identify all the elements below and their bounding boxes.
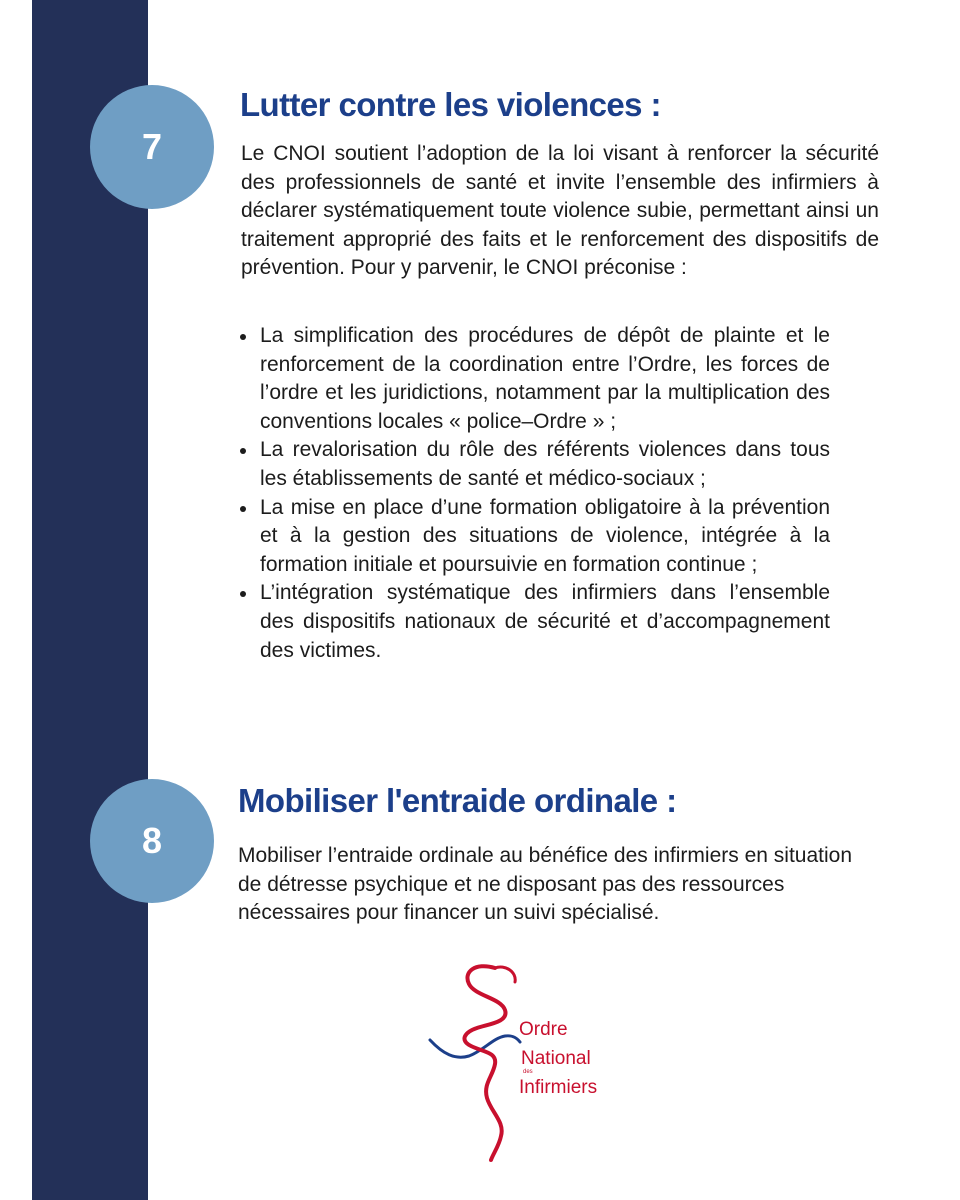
list-item (240, 436, 830, 493)
bullet-icon (240, 448, 246, 454)
recommendations-list (240, 322, 830, 665)
section-number: 8 (141, 820, 163, 861)
section-number-badge (90, 779, 214, 903)
list-item-text: La simplification des procédures de dépôt de plainte et le renforcement de la coordination entre l’Ordre, les forces de l’ordre et les juridictions, notamment par la multiplication des conventions locales « police–Ordre » ; (260, 324, 830, 433)
section-number-badge (90, 85, 214, 209)
logo-text-national: National (521, 1048, 591, 1069)
section-number: 7 (141, 126, 163, 167)
logo-red-serpent (464, 966, 505, 1160)
list-item-text: La revalorisation du rôle des référents violences dans tous les établissements de santé et médico-sociaux ; (260, 438, 830, 490)
section-title: Lutter contre les violences : (240, 86, 661, 123)
section-text: Mobiliser l’entraide ordinale au bénéfice des infirmiers en situation de détresse psychique et ne disposant pas des ressources nécessaires pour financer un suivi spécialisé. (238, 844, 852, 925)
logo-text-des: des (523, 1069, 533, 1075)
list-item-text: La mise en place d’une formation obligatoire à la prévention et à la gestion des situations de violence, intégrée à la formation initiale et poursuivie en formation continue ; (260, 495, 830, 576)
logo-text-ordre: Ordre (519, 1019, 568, 1040)
logo-text-infirmiers: Infirmiers (519, 1077, 598, 1098)
logo-red-curl (495, 967, 515, 982)
ordre-infirmiers-logo (425, 960, 625, 1165)
bullet-icon (240, 591, 246, 597)
bullet-icon (240, 506, 246, 512)
list-item-text: L’intégration systématique des infirmiers dans l’ensemble des dispositifs nationaux de sécurité et d’accompagnement des victimes. (260, 581, 830, 662)
list-item (240, 579, 830, 665)
bullet-icon (240, 334, 246, 340)
section-title: Mobiliser l'entraide ordinale : (238, 782, 677, 819)
list-item (240, 494, 830, 580)
section-intro: Le CNOI soutient l’adoption de la loi visant à renforcer la sécurité des professionnels de santé et invite l’ensemble des infirmiers à déclarer systématiquement toute violence subie, permettant ainsi un traitement approprié des faits et le renforcement des dispositifs de prévention. Pour y parvenir, le CNOI préconise : (241, 142, 879, 280)
list-item (240, 322, 830, 436)
